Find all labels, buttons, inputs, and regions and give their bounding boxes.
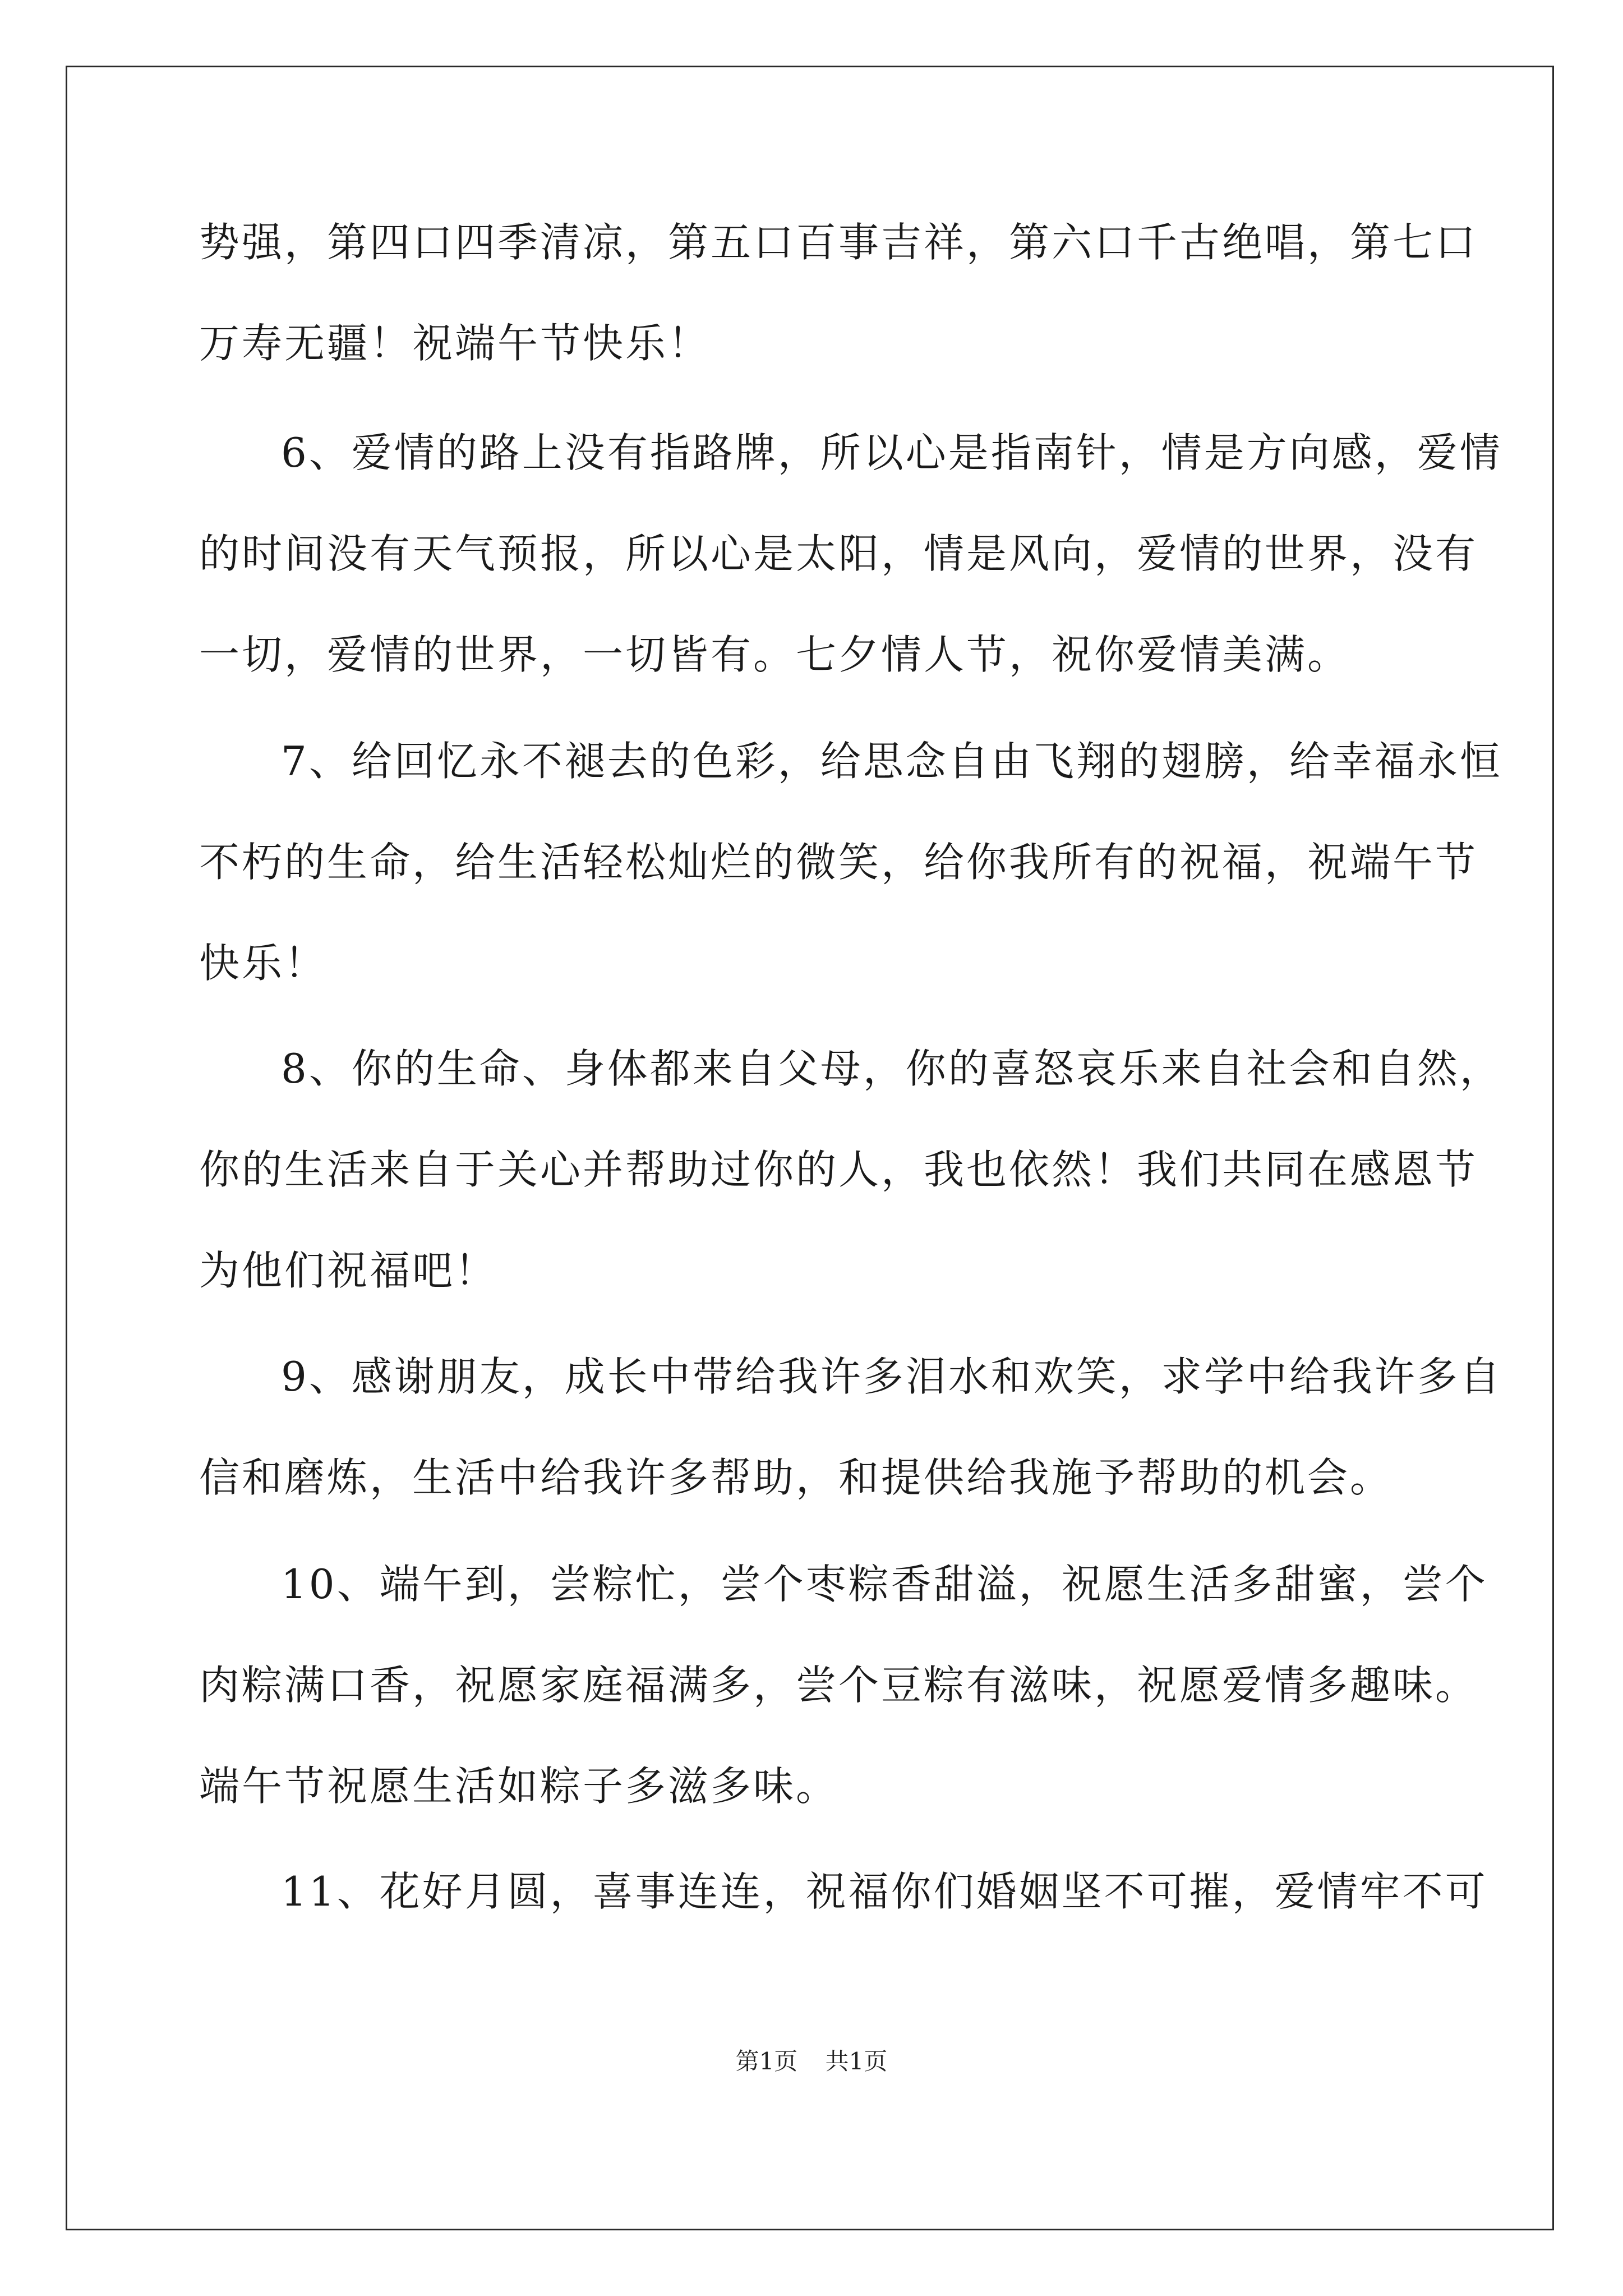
paragraph-6-line: 6、爱情的路上没有指路牌，所以心是指南针，情是方向感，爱情 (281, 429, 1502, 476)
page-number: 第1页 (735, 2047, 798, 2075)
text-line: 的时间没有天气预报，所以心是太阳，情是风向，爱情的世界，没有 (199, 530, 1478, 577)
paragraph-10-line: 10、端午到，尝粽忙，尝个枣粽香甜溢，祝愿生活多甜蜜，尝个 (281, 1561, 1488, 1608)
text-line: 一切，爱情的世界，一切皆有。七夕情人节，祝你爱情美满。 (199, 631, 1350, 678)
text-line: 肉粽满口香，祝愿家庭福满多，尝个豆粽有滋味，祝愿爱情多趣味。 (199, 1662, 1478, 1709)
text-line: 端午节祝愿生活如粽子多滋多味。 (199, 1763, 839, 1810)
page-total: 共1页 (825, 2047, 888, 2075)
text-line: 万寿无疆！祝端午节快乐！ (199, 320, 711, 367)
text-line: 快乐！ (199, 940, 328, 987)
paragraph-8-line: 8、你的生命、身体都来自父母，你的喜怒哀乐来自社会和自然， (281, 1045, 1502, 1092)
page-footer (0, 2045, 1623, 2078)
paragraph-9-line: 9、感谢朋友，成长中带给我许多泪水和欢笑，求学中给我许多自 (281, 1353, 1502, 1400)
text-line: 你的生活来自于关心并帮助过你的人，我也依然！我们共同在感恩节 (199, 1146, 1478, 1193)
text-line: 信和磨炼，生活中给我许多帮助，和提供给我施予帮助的机会。 (199, 1454, 1393, 1501)
text-line: 不朽的生命，给生活轻松灿烂的微笑，给你我所有的祝福，祝端午节 (199, 839, 1478, 886)
paragraph-11-line: 11、花好月圆，喜事连连，祝福你们婚姻坚不可摧，爱情牢不可 (281, 1868, 1488, 1915)
paragraph-7-line: 7、给回忆永不褪去的色彩，给思念自由飞翔的翅膀，给幸福永恒 (281, 738, 1502, 785)
text-line: 势强，第四口四季清凉，第五口百事吉祥，第六口千古绝唱，第七口 (199, 219, 1478, 266)
text-line: 为他们祝福吧！ (199, 1247, 498, 1294)
